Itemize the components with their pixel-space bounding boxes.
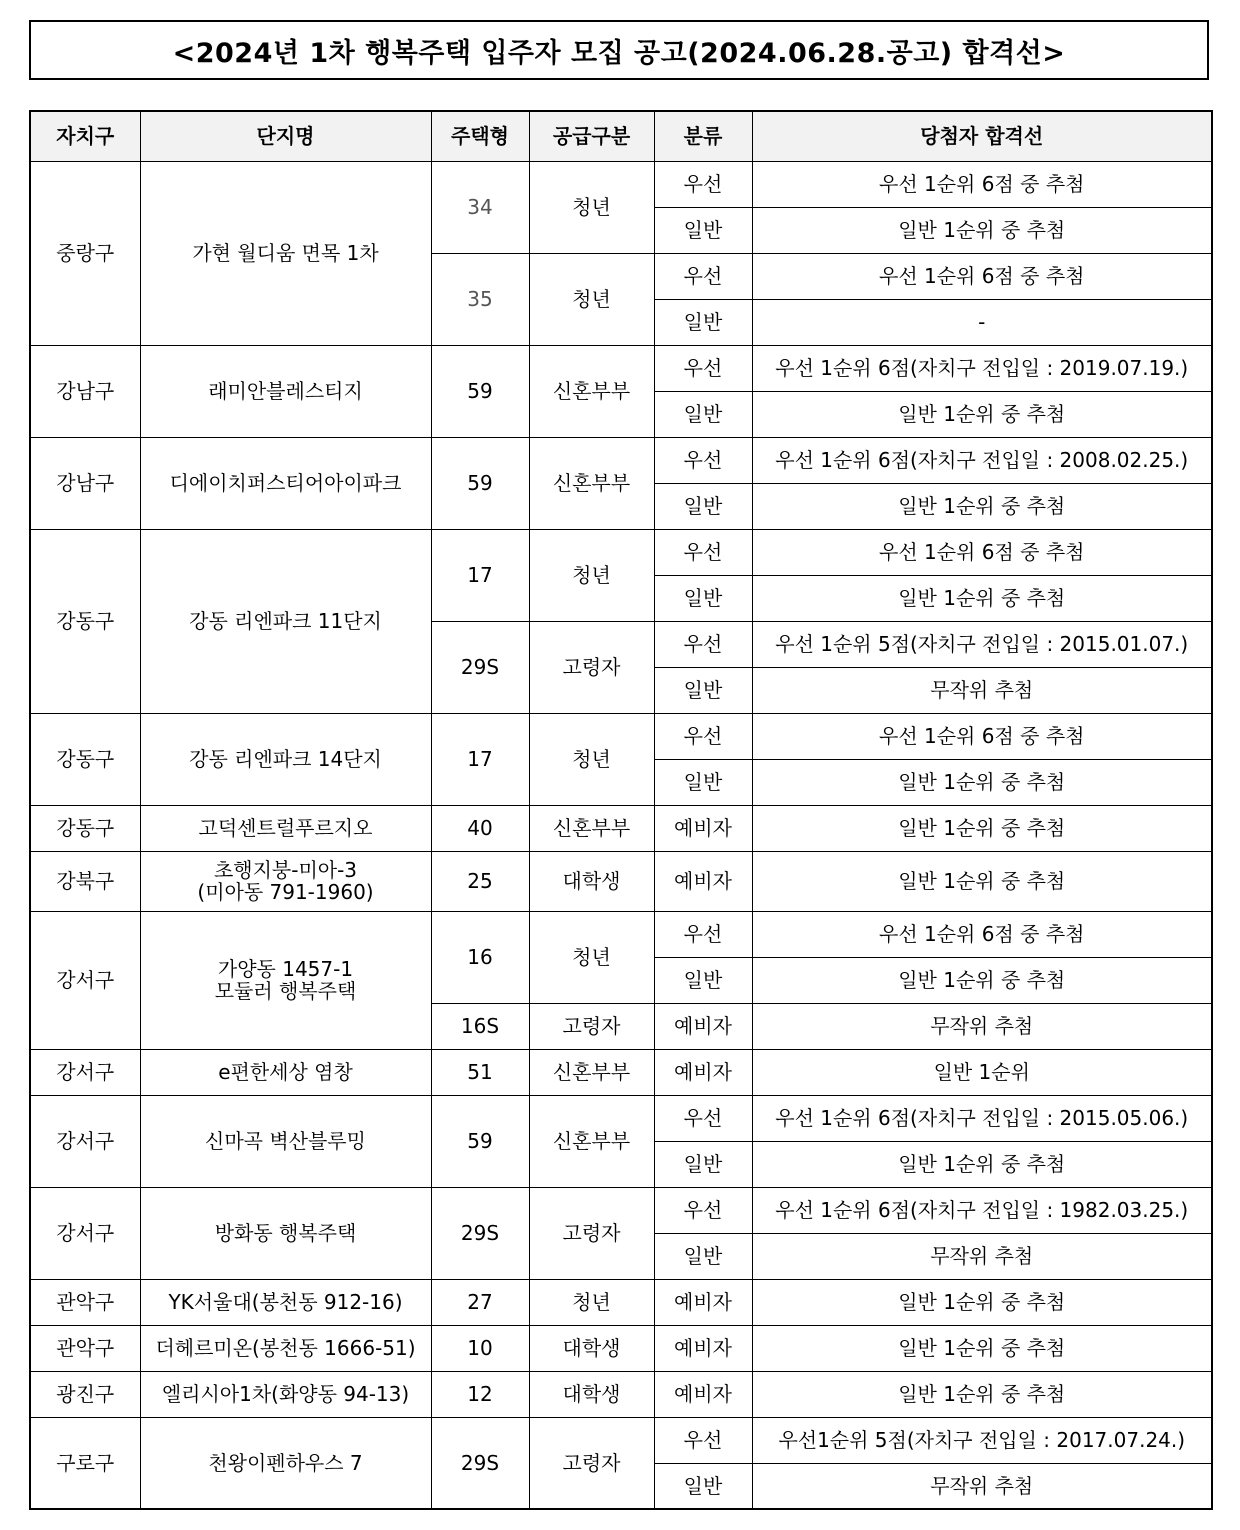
cutoff-cell: 우선 1순위 6점(자치구 전입일 : 2015.05.06.) (752, 1095, 1212, 1141)
complex-name: YK서울대(봉천동 912-16) (168, 1290, 403, 1314)
complex-cell (140, 1417, 431, 1509)
cutoff-cell: 우선 1순위 6점 중 추첨 (752, 253, 1212, 299)
complex-name-line2: (미아동 791-1960) (197, 880, 374, 904)
class-cell: 일반 (654, 575, 752, 621)
table-row (30, 713, 1212, 759)
cutoff-cell: 일반 1순위 중 추첨 (752, 391, 1212, 437)
district-cell: 강북구 (30, 851, 140, 911)
class-cell: 예비자 (654, 851, 752, 911)
housing-type-cell: 51 (431, 1049, 529, 1095)
cutoff-cell: 일반 1순위 중 추첨 (752, 1279, 1212, 1325)
table-row (30, 911, 1212, 957)
page-title: <2024년 1차 행복주택 입주자 모집 공고(2024.06.28.공고) 합격선> (29, 20, 1209, 80)
complex-name: e편한세상 염창 (218, 1060, 353, 1084)
table-row (30, 161, 1212, 207)
class-cell: 우선 (654, 713, 752, 759)
header-row (30, 111, 1212, 161)
class-cell: 우선 (654, 1095, 752, 1141)
header-cutoff: 당첨자 합격선 (752, 111, 1212, 161)
housing-type-cell: 59 (431, 1095, 529, 1187)
housing-type-cell: 35 (431, 253, 529, 345)
supply-cell: 대학생 (529, 851, 654, 911)
class-cell: 우선 (654, 911, 752, 957)
complex-cell (140, 345, 431, 437)
supply-cell: 청년 (529, 713, 654, 805)
header-supply: 공급구분 (529, 111, 654, 161)
class-cell: 일반 (654, 1233, 752, 1279)
cutoff-cell: 우선 1순위 6점 중 추첨 (752, 911, 1212, 957)
class-cell: 우선 (654, 1187, 752, 1233)
table-body (30, 161, 1212, 1509)
class-cell: 일반 (654, 483, 752, 529)
class-cell: 우선 (654, 345, 752, 391)
complex-cell (140, 1279, 431, 1325)
district-cell: 강서구 (30, 911, 140, 1049)
class-cell: 일반 (654, 207, 752, 253)
class-cell: 일반 (654, 299, 752, 345)
housing-type-cell: 12 (431, 1371, 529, 1417)
housing-type-cell: 17 (431, 713, 529, 805)
complex-name: 가현 월디움 면목 1차 (192, 241, 379, 265)
housing-type-cell: 16 (431, 911, 529, 1003)
class-cell: 우선 (654, 621, 752, 667)
class-cell: 일반 (654, 759, 752, 805)
cutoff-cell: 우선 1순위 6점(자치구 전입일 : 2008.02.25.) (752, 437, 1212, 483)
cutoff-cell: 우선 1순위 6점 중 추첨 (752, 161, 1212, 207)
class-cell: 예비자 (654, 1003, 752, 1049)
cutoff-cell: 일반 1순위 중 추첨 (752, 805, 1212, 851)
complex-cell (140, 437, 431, 529)
table-row (30, 1371, 1212, 1417)
cutoff-cell: 일반 1순위 중 추첨 (752, 483, 1212, 529)
cutoff-cell: 우선 1순위 6점(자치구 전입일 : 1982.03.25.) (752, 1187, 1212, 1233)
housing-type-cell: 27 (431, 1279, 529, 1325)
cutoff-table (29, 110, 1213, 1510)
complex-cell (140, 851, 431, 911)
complex-name: 고덕센트럴푸르지오 (198, 816, 373, 840)
complex-cell (140, 805, 431, 851)
supply-cell: 청년 (529, 911, 654, 1003)
header-type: 주택형 (431, 111, 529, 161)
district-cell: 강동구 (30, 713, 140, 805)
cutoff-cell: 우선1순위 5점(자치구 전입일 : 2017.07.24.) (752, 1417, 1212, 1463)
supply-cell: 고령자 (529, 1187, 654, 1279)
supply-cell: 신혼부부 (529, 805, 654, 851)
district-cell: 관악구 (30, 1279, 140, 1325)
district-cell: 구로구 (30, 1417, 140, 1509)
table-row (30, 1417, 1212, 1463)
housing-type-cell: 16S (431, 1003, 529, 1049)
supply-cell: 청년 (529, 161, 654, 253)
table-row (30, 1325, 1212, 1371)
class-cell: 예비자 (654, 1325, 752, 1371)
table-row (30, 851, 1212, 911)
complex-name: 가양동 1457-1 (217, 957, 354, 981)
cutoff-cell: 무작위 추첨 (752, 1003, 1212, 1049)
class-cell: 일반 (654, 1463, 752, 1509)
cutoff-cell: 일반 1순위 중 추첨 (752, 1141, 1212, 1187)
supply-cell: 청년 (529, 1279, 654, 1325)
class-cell: 일반 (654, 391, 752, 437)
supply-cell: 대학생 (529, 1371, 654, 1417)
district-cell: 강동구 (30, 805, 140, 851)
table-row (30, 529, 1212, 575)
housing-type-cell: 29S (431, 1187, 529, 1279)
table-row (30, 345, 1212, 391)
cutoff-cell: 우선 1순위 6점 중 추첨 (752, 529, 1212, 575)
housing-type-cell: 40 (431, 805, 529, 851)
cutoff-cell: 일반 1순위 중 추첨 (752, 1371, 1212, 1417)
class-cell: 예비자 (654, 1371, 752, 1417)
housing-type-cell: 10 (431, 1325, 529, 1371)
supply-cell: 고령자 (529, 621, 654, 713)
complex-name: 강동 리엔파크 11단지 (189, 609, 382, 633)
class-cell: 우선 (654, 437, 752, 483)
complex-name: 초행지붕-미아-3 (213, 858, 358, 882)
class-cell: 예비자 (654, 1049, 752, 1095)
district-cell: 강서구 (30, 1095, 140, 1187)
complex-cell (140, 1325, 431, 1371)
complex-name-line2: 모듈러 행복주택 (214, 979, 357, 1003)
cutoff-cell: 일반 1순위 (752, 1049, 1212, 1095)
complex-name: 엘리시아1차(화양동 94-13) (161, 1382, 410, 1406)
district-cell: 강남구 (30, 345, 140, 437)
supply-cell: 신혼부부 (529, 1095, 654, 1187)
class-cell: 우선 (654, 1417, 752, 1463)
class-cell: 예비자 (654, 805, 752, 851)
supply-cell: 청년 (529, 253, 654, 345)
table-row (30, 1049, 1212, 1095)
complex-name: 강동 리엔파크 14단지 (189, 747, 382, 771)
cutoff-cell: 일반 1순위 중 추첨 (752, 1325, 1212, 1371)
complex-name: 천왕이펜하우스 7 (208, 1450, 363, 1475)
class-cell: 일반 (654, 1141, 752, 1187)
table-row (30, 1187, 1212, 1233)
class-cell: 우선 (654, 161, 752, 207)
complex-name: 래미안블레스티지 (208, 379, 363, 403)
cutoff-cell: 일반 1순위 중 추첨 (752, 759, 1212, 805)
housing-type-cell: 34 (431, 161, 529, 253)
class-cell: 일반 (654, 667, 752, 713)
supply-cell: 청년 (529, 529, 654, 621)
complex-name: 방화동 행복주택 (214, 1221, 357, 1245)
cutoff-cell: 우선 1순위 5점(자치구 전입일 : 2015.01.07.) (752, 621, 1212, 667)
housing-type-cell: 29S (431, 621, 529, 713)
complex-cell (140, 1095, 431, 1187)
table-row (30, 805, 1212, 851)
header-complex: 단지명 (140, 111, 431, 161)
cutoff-cell: 우선 1순위 6점(자치구 전입일 : 2019.07.19.) (752, 345, 1212, 391)
district-cell: 강서구 (30, 1049, 140, 1095)
housing-type-cell: 59 (431, 437, 529, 529)
complex-name: 디에이치퍼스티어아이파크 (169, 471, 402, 495)
supply-cell: 신혼부부 (529, 437, 654, 529)
supply-cell: 대학생 (529, 1325, 654, 1371)
district-cell: 강동구 (30, 529, 140, 713)
class-cell: 일반 (654, 957, 752, 1003)
district-cell: 관악구 (30, 1325, 140, 1371)
complex-cell (140, 1187, 431, 1279)
cutoff-cell: - (752, 299, 1212, 345)
class-cell: 우선 (654, 529, 752, 575)
cutoff-cell: 무작위 추첨 (752, 667, 1212, 713)
cutoff-cell: 일반 1순위 중 추첨 (752, 207, 1212, 253)
class-cell: 예비자 (654, 1279, 752, 1325)
header-class: 분류 (654, 111, 752, 161)
table-row (30, 437, 1212, 483)
housing-type-cell: 59 (431, 345, 529, 437)
housing-type-cell: 25 (431, 851, 529, 911)
table-row (30, 1279, 1212, 1325)
district-cell: 중랑구 (30, 161, 140, 345)
housing-type-cell: 29S (431, 1417, 529, 1509)
supply-cell: 고령자 (529, 1003, 654, 1049)
cutoff-cell: 일반 1순위 중 추첨 (752, 575, 1212, 621)
district-cell: 광진구 (30, 1371, 140, 1417)
header-district: 자치구 (30, 111, 140, 161)
complex-cell (140, 911, 431, 1049)
complex-cell (140, 529, 431, 713)
complex-cell (140, 1371, 431, 1417)
supply-cell: 신혼부부 (529, 345, 654, 437)
complex-name: 더헤르미온(봉천동 1666-51) (155, 1336, 416, 1360)
housing-type-cell: 17 (431, 529, 529, 621)
supply-cell: 신혼부부 (529, 1049, 654, 1095)
cutoff-cell: 우선 1순위 6점 중 추첨 (752, 713, 1212, 759)
complex-cell (140, 1049, 431, 1095)
district-cell: 강남구 (30, 437, 140, 529)
cutoff-cell: 무작위 추첨 (752, 1463, 1212, 1509)
complex-cell (140, 161, 431, 345)
complex-cell (140, 713, 431, 805)
table-row (30, 1095, 1212, 1141)
complex-name: 신마곡 벽산블루밍 (205, 1129, 366, 1153)
cutoff-cell: 일반 1순위 중 추첨 (752, 851, 1212, 911)
district-cell: 강서구 (30, 1187, 140, 1279)
supply-cell: 고령자 (529, 1417, 654, 1509)
cutoff-cell: 일반 1순위 중 추첨 (752, 957, 1212, 1003)
cutoff-cell: 무작위 추첨 (752, 1233, 1212, 1279)
class-cell: 우선 (654, 253, 752, 299)
